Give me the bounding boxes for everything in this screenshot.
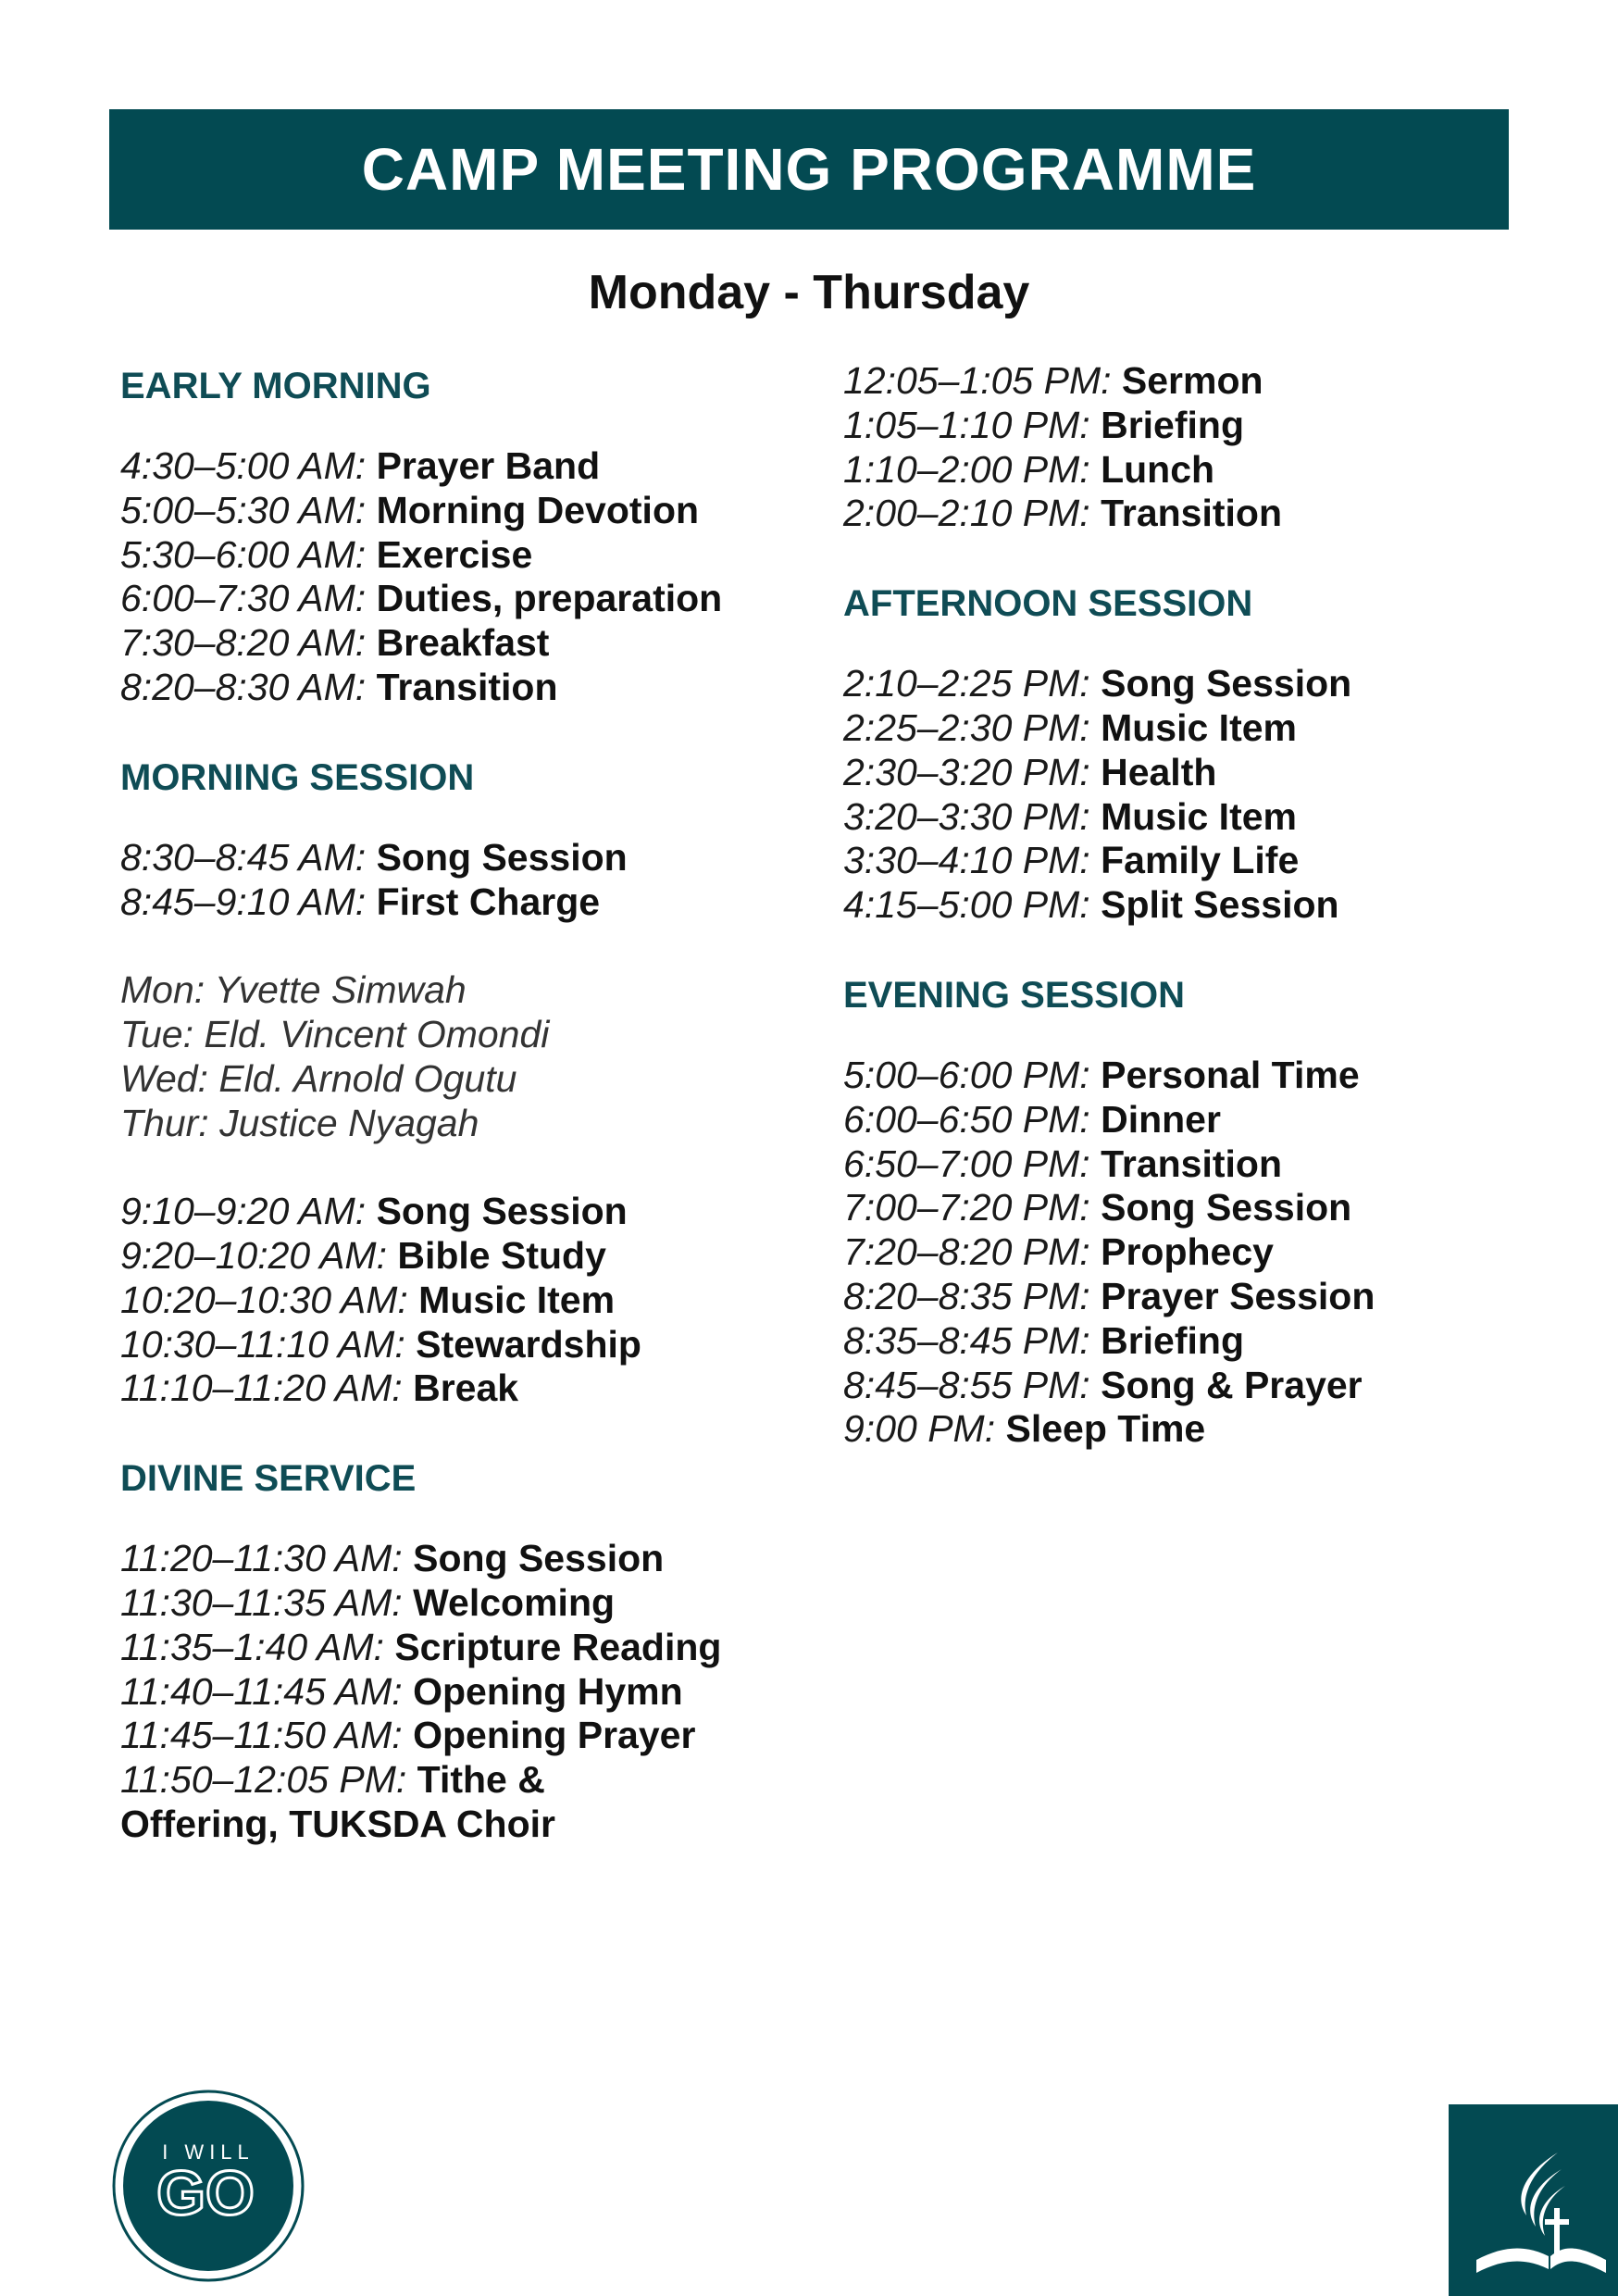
schedule-row: 5:30–6:00 AM: Exercise [120, 532, 533, 576]
activity: Lunch [1101, 447, 1215, 491]
activity: Exercise [376, 532, 533, 576]
right-column [843, 359, 1547, 1492]
schedule-row: 11:40–11:45 AM: Opening Hymn [120, 1669, 683, 1713]
activity: Health [1101, 750, 1217, 793]
activity: Break [413, 1366, 519, 1410]
time-range: 11:50–12:05 PM [120, 1758, 396, 1802]
schedule-row: 7:00–7:20 PM: Song Session [843, 1186, 1352, 1229]
activity: Family Life [1101, 839, 1300, 882]
time-range: 3:20–3:30 PM [843, 794, 1080, 838]
time-range: 8:45–8:55 PM [843, 1363, 1080, 1406]
speaker-item: Mon: Yvette Simwah [120, 968, 467, 1012]
activity: Song Session [1101, 1186, 1352, 1229]
activity: Opening Prayer [413, 1714, 696, 1757]
time-range: 7:00–7:20 PM [843, 1186, 1080, 1229]
speaker-item: Wed: Eld. Arnold Ogutu [120, 1056, 517, 1100]
speaker-item: Tue: Eld. Vincent Omondi [120, 1012, 550, 1055]
schedule-row: 11:30–11:35 AM: Welcoming [120, 1580, 616, 1624]
time-range: 11:10–11:20 AM [120, 1366, 392, 1410]
activity: Briefing [1101, 1318, 1244, 1362]
schedule-row: 1:10–2:00 PM: Lunch [843, 447, 1215, 491]
schedule-row: 8:45–8:55 PM: Song & Prayer [843, 1363, 1363, 1406]
schedule-list [843, 662, 1547, 928]
activity: Transition [1101, 1142, 1283, 1185]
activity: Sermon [1121, 359, 1263, 402]
schedule-row: 8:35–8:45 PM: Briefing [843, 1318, 1244, 1362]
schedule-list [120, 1190, 824, 1411]
schedule-row: 12:05–1:05 PM: Sermon [843, 359, 1263, 402]
time-range: 1:05–1:10 PM [843, 403, 1080, 446]
schedule-row: 11:45–11:50 AM: Opening Prayer [120, 1714, 696, 1757]
time-range: 2:10–2:25 PM [843, 662, 1080, 705]
schedule-row: 10:30–11:10 AM: Stewardship [120, 1322, 641, 1366]
activity: Transition [376, 665, 558, 708]
schedule-row: 7:30–8:20 AM: Breakfast [120, 621, 550, 665]
time-range: 6:50–7:00 PM [843, 1142, 1080, 1185]
schedule-row: 5:00–6:00 PM: Personal Time [843, 1053, 1360, 1096]
activity: Prayer Band [376, 444, 601, 487]
time-range: 5:30–6:00 AM [120, 532, 355, 576]
activity: Song Session [376, 1190, 628, 1233]
logo-text-main: GO [156, 2158, 255, 2228]
page-subtitle: Monday - Thursday [588, 266, 1030, 319]
activity: Music Item [1101, 705, 1297, 749]
time-range: 11:35–1:40 AM [120, 1625, 374, 1668]
schedule-row: 9:10–9:20 AM: Song Session [120, 1190, 628, 1233]
time-range: 2:00–2:10 PM [843, 492, 1080, 535]
section-heading: EVENING SESSION [843, 974, 1185, 1016]
time-range: 8:35–8:45 PM [843, 1318, 1080, 1362]
schedule-row: 2:30–3:20 PM: Health [843, 750, 1217, 793]
speaker-item: Thur: Justice Nyagah [120, 1101, 479, 1144]
activity: First Charge [376, 880, 601, 923]
time-range: 8:20–8:35 PM [843, 1274, 1080, 1317]
time-range: 10:30–11:10 AM [120, 1322, 395, 1366]
schedule-row: 2:00–2:10 PM: Transition [843, 492, 1283, 535]
schedule-row: 4:15–5:00 PM: Split Session [843, 883, 1339, 927]
time-range: 11:30–11:35 AM [120, 1580, 392, 1624]
schedule-row: 9:20–10:20 AM: Bible Study [120, 1233, 606, 1277]
time-range: 2:30–3:20 PM [843, 750, 1080, 793]
time-range: 10:20–10:30 AM [120, 1278, 398, 1321]
time-range: 11:45–11:50 AM [120, 1714, 392, 1757]
page-title: CAMP MEETING PROGRAMME [361, 136, 1257, 203]
activity: Song Session [413, 1537, 665, 1580]
time-range: 5:00–5:30 AM [120, 488, 355, 531]
time-range: 11:40–11:45 AM [120, 1669, 392, 1713]
activity: Stewardship [416, 1322, 641, 1366]
schedule-row: 8:20–8:35 PM: Prayer Session [843, 1274, 1375, 1317]
activity: Song Session [1101, 662, 1352, 705]
section-heading: DIVINE SERVICE [120, 1458, 417, 1500]
evening-session-section [843, 968, 1547, 1452]
time-range: 3:30–4:10 PM [843, 839, 1080, 882]
divine-service-continued-section [843, 359, 1547, 536]
sda-church-logo-icon [1449, 2104, 1618, 2296]
activity: Opening Hymn [413, 1669, 683, 1713]
activity: Breakfast [376, 621, 550, 665]
schedule-row: 8:45–9:10 AM: First Charge [120, 880, 601, 923]
schedule-row: 1:05–1:10 PM: Briefing [843, 403, 1244, 446]
time-range: 4:30–5:00 AM [120, 444, 355, 487]
section-heading: MORNING SESSION [120, 756, 475, 798]
early-morning-section [120, 359, 824, 710]
schedule-row: 11:20–11:30 AM: Song Session [120, 1537, 665, 1580]
schedule-list [120, 1537, 824, 1847]
time-range: 4:15–5:00 PM [843, 883, 1080, 927]
time-range: 8:20–8:30 AM [120, 665, 355, 708]
schedule-row: 7:20–8:20 PM: Prophecy [843, 1230, 1274, 1274]
activity: Split Session [1101, 883, 1339, 927]
schedule-row: 6:00–7:30 AM: Duties, preparation [120, 577, 723, 620]
activity: Music Item [1101, 794, 1297, 838]
schedule-row: 6:00–6:50 PM: Dinner [843, 1097, 1221, 1141]
time-range: 9:10–9:20 AM [120, 1190, 355, 1233]
schedule-row: 2:25–2:30 PM: Music Item [843, 705, 1297, 749]
schedule-row: 4:30–5:00 AM: Prayer Band [120, 444, 601, 487]
section-heading: AFTERNOON SESSION [843, 583, 1253, 625]
schedule-row: 10:20–10:30 AM: Music Item [120, 1278, 616, 1321]
afternoon-session-section [843, 577, 1547, 928]
page-title-banner [109, 109, 1509, 230]
time-range: 2:25–2:30 PM [843, 705, 1080, 749]
schedule-row: 11:10–11:20 AM: Break [120, 1366, 519, 1410]
schedule-list [120, 836, 824, 925]
time-range: 12:05–1:05 PM [843, 359, 1101, 402]
time-range: 5:00–6:00 PM [843, 1053, 1080, 1096]
time-range: 1:10–2:00 PM [843, 447, 1080, 491]
schedule-row: 8:20–8:30 AM: Transition [120, 665, 558, 708]
speaker-list [120, 968, 824, 1145]
time-range: 9:20–10:20 AM [120, 1233, 377, 1277]
schedule-row: 11:35–1:40 AM: Scripture Reading [120, 1625, 722, 1668]
activity: Duties, preparation [376, 577, 723, 620]
activity: Welcoming [413, 1580, 616, 1624]
time-range: 11:20–11:30 AM [120, 1537, 392, 1580]
activity: Sleep Time [1005, 1407, 1206, 1451]
morning-session-section [120, 751, 824, 1411]
schedule-list [843, 359, 1547, 536]
activity: Briefing [1101, 403, 1244, 446]
activity: Music Item [418, 1278, 616, 1321]
time-range: 8:30–8:45 AM [120, 835, 355, 879]
i-will-go-logo-icon [111, 2089, 305, 2283]
activity: Prophecy [1101, 1230, 1274, 1274]
time-range: 8:45–9:10 AM [120, 880, 355, 923]
schedule-row: 9:00 PM: Sleep Time [843, 1407, 1206, 1451]
activity: Prayer Session [1101, 1274, 1375, 1317]
activity: Transition [1101, 492, 1283, 535]
divine-service-section [120, 1452, 824, 1847]
schedule-list [120, 444, 824, 710]
schedule-row: 3:30–4:10 PM: Family Life [843, 839, 1300, 882]
section-heading: EARLY MORNING [120, 366, 431, 406]
schedule-row: 5:00–5:30 AM: Morning Devotion [120, 488, 700, 531]
schedule-row: 2:10–2:25 PM: Song Session [843, 662, 1352, 705]
schedule-row: 3:20–3:30 PM: Music Item [843, 794, 1297, 838]
schedule-row: 11:50–12:05 PM: Tithe & Offering, TUKSDA Choir [120, 1758, 555, 1845]
activity: Scripture Reading [394, 1625, 722, 1668]
schedule-row: 8:30–8:45 AM: Song Session [120, 835, 628, 879]
logo-text-top: I WILL [162, 2140, 255, 2164]
activity: Tithe & Offering, TUKSDA Choir [120, 1758, 555, 1845]
activity: Bible Study [397, 1233, 606, 1277]
left-column [120, 359, 824, 1888]
time-range: 7:20–8:20 PM [843, 1230, 1080, 1274]
time-range: 9:00 PM [843, 1407, 985, 1451]
activity: Personal Time [1101, 1053, 1360, 1096]
schedule-list [843, 1054, 1547, 1452]
activity: Dinner [1101, 1097, 1221, 1141]
time-range: 6:00–6:50 PM [843, 1097, 1080, 1141]
activity: Song & Prayer [1101, 1363, 1363, 1406]
time-range: 7:30–8:20 AM [120, 621, 355, 665]
time-range: 6:00–7:30 AM [120, 577, 355, 620]
activity: Song Session [376, 835, 628, 879]
activity: Morning Devotion [376, 488, 700, 531]
schedule-row: 6:50–7:00 PM: Transition [843, 1142, 1283, 1185]
